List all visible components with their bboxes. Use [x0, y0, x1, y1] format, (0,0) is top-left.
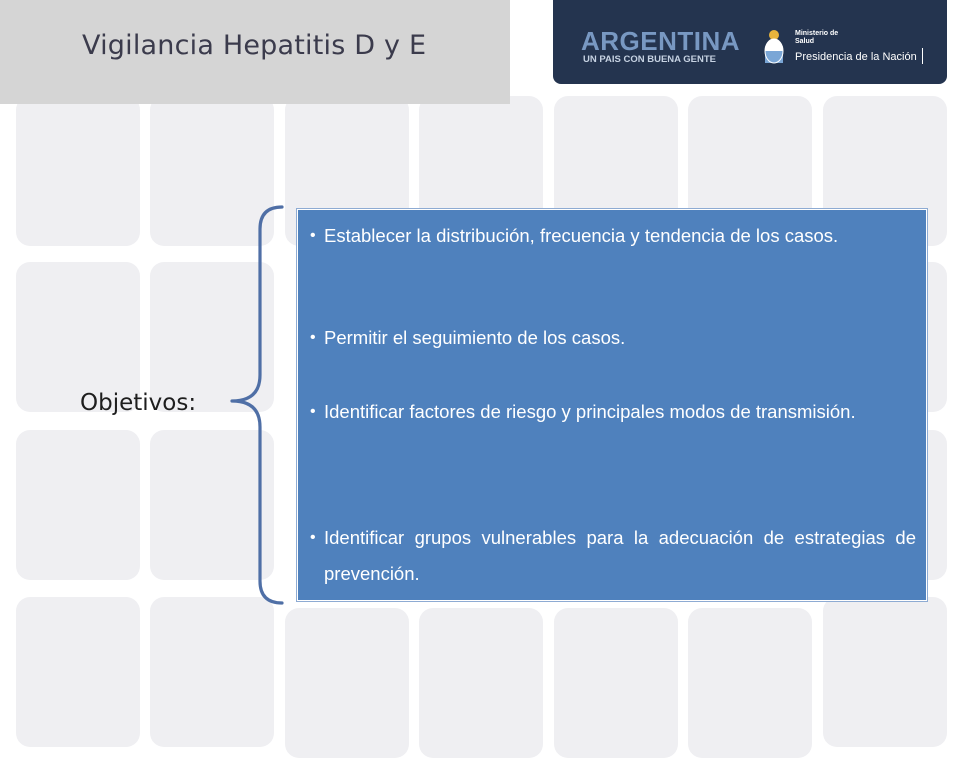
objectives-box: [297, 209, 927, 601]
bullet-icon: •: [310, 329, 316, 346]
objective-text: Identificar factores de riesgo y principales modos de transmisión.: [324, 401, 856, 422]
objective-text: Establecer la distribución, frecuencia y tendencia de los casos.: [324, 225, 839, 246]
logo-divider: [922, 48, 923, 64]
bullet-icon: •: [310, 403, 316, 420]
presidency-label: Presidencia de la Nación: [795, 51, 917, 63]
bg-tile: [823, 597, 947, 747]
bullet-icon: •: [310, 529, 316, 546]
bg-tile: [688, 608, 812, 758]
objective-item: [310, 520, 916, 592]
bg-tile: [419, 608, 543, 758]
bg-tile: [150, 597, 274, 747]
slide-title: Vigilancia Hepatitis D y E: [82, 30, 427, 61]
coat-of-arms-icon: [763, 28, 785, 66]
bg-tile: [285, 608, 409, 758]
argentina-logo-text: ARGENTINA: [581, 26, 741, 56]
bullet-icon: •: [310, 227, 316, 244]
objective-item: [310, 394, 916, 430]
bg-tile: [16, 96, 140, 246]
objective-item: [310, 320, 916, 356]
ministry-line-1: Ministerio de: [795, 30, 839, 37]
title-bar: [0, 0, 510, 104]
objectives-label: Objetivos:: [80, 390, 197, 416]
curly-brace-icon: [228, 205, 284, 605]
logo-slogan: UN PAIS CON BUENA GENTE: [583, 54, 717, 65]
objective-text: Identificar grupos vulnerables para la adecuación de estrategias de prevención.: [324, 527, 916, 584]
government-logo-bar: [553, 0, 947, 84]
bg-tile: [16, 430, 140, 580]
objective-item: [310, 218, 916, 254]
ministry-line-2: Salud: [795, 38, 815, 45]
bg-tile: [554, 608, 678, 758]
bg-tile: [16, 597, 140, 747]
objective-text: Permitir el seguimiento de los casos.: [324, 327, 626, 348]
